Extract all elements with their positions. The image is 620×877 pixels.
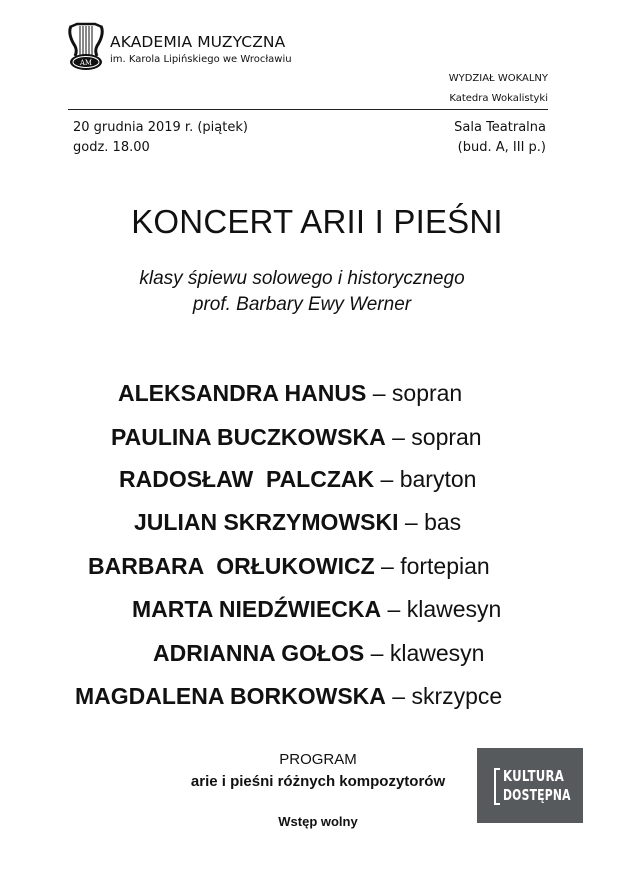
program-heading: PROGRAM	[279, 751, 357, 768]
concert-subtitle: klasy śpiewu solowego i historycznego	[139, 268, 465, 289]
performer-row	[153, 640, 484, 667]
performer-role: – fortepian	[374, 553, 490, 579]
lyre-icon	[68, 22, 104, 72]
performer-role: – sopran	[385, 424, 482, 450]
header-divider	[68, 109, 548, 110]
event-venue: Sala Teatralna	[454, 120, 546, 135]
performer-role: – bas	[398, 509, 462, 535]
concert-professor: prof. Barbary Ewy Werner	[192, 294, 412, 315]
performer-name: ALEKSANDRA HANUS	[118, 380, 367, 406]
academy-subtitle: im. Karola Lipińskiego we Wrocławiu	[110, 54, 292, 65]
performer-name: PAULINA BUCZKOWSKA	[111, 424, 386, 450]
academy-name: AKADEMIA MUZYCZNA	[110, 33, 286, 51]
event-venue-detail: (bud. A, III p.)	[457, 140, 546, 155]
free-entry-note: Wstęp wolny	[278, 814, 358, 829]
performer-name: BARBARA ORŁUKOWICZ	[88, 553, 375, 579]
performer-role: – klawesyn	[381, 596, 502, 622]
performer-role: – sopran	[366, 380, 463, 406]
performer-role: – klawesyn	[364, 640, 485, 666]
performer-name: MAGDALENA BORKOWSKA	[75, 683, 386, 709]
performer-row	[88, 553, 490, 580]
performer-row	[118, 380, 462, 407]
svg-text:AM: AM	[79, 59, 93, 67]
performer-name: JULIAN SKRZYMOWSKI	[134, 509, 399, 535]
performer-row	[75, 683, 502, 710]
badge-line2: DOSTĘPNA	[503, 786, 571, 804]
performer-name: ADRIANNA GOŁOS	[153, 640, 365, 666]
performer-name: MARTA NIEDŹWIECKA	[132, 596, 382, 622]
performer-row	[111, 424, 482, 451]
program-description: arie i pieśni różnych kompozytorów	[190, 773, 446, 790]
performer-row	[134, 509, 461, 536]
event-time: godz. 18.00	[73, 140, 150, 155]
department-name: Katedra Wokalistyki	[449, 93, 548, 104]
performer-name: RADOSŁAW PALCZAK	[119, 466, 375, 492]
event-date: 20 grudnia 2019 r. (piątek)	[73, 120, 248, 135]
performer-role: – baryton	[374, 466, 477, 492]
faculty-name: WYDZIAŁ WOKALNY	[448, 73, 548, 84]
badge-line1: KULTURA	[503, 767, 565, 785]
performer-row	[119, 466, 476, 493]
performer-row	[132, 596, 501, 623]
performer-role: – skrzypce	[385, 683, 503, 709]
concert-title: KONCERT ARII I PIEŚNI	[131, 203, 503, 240]
bracket-icon	[494, 768, 500, 805]
